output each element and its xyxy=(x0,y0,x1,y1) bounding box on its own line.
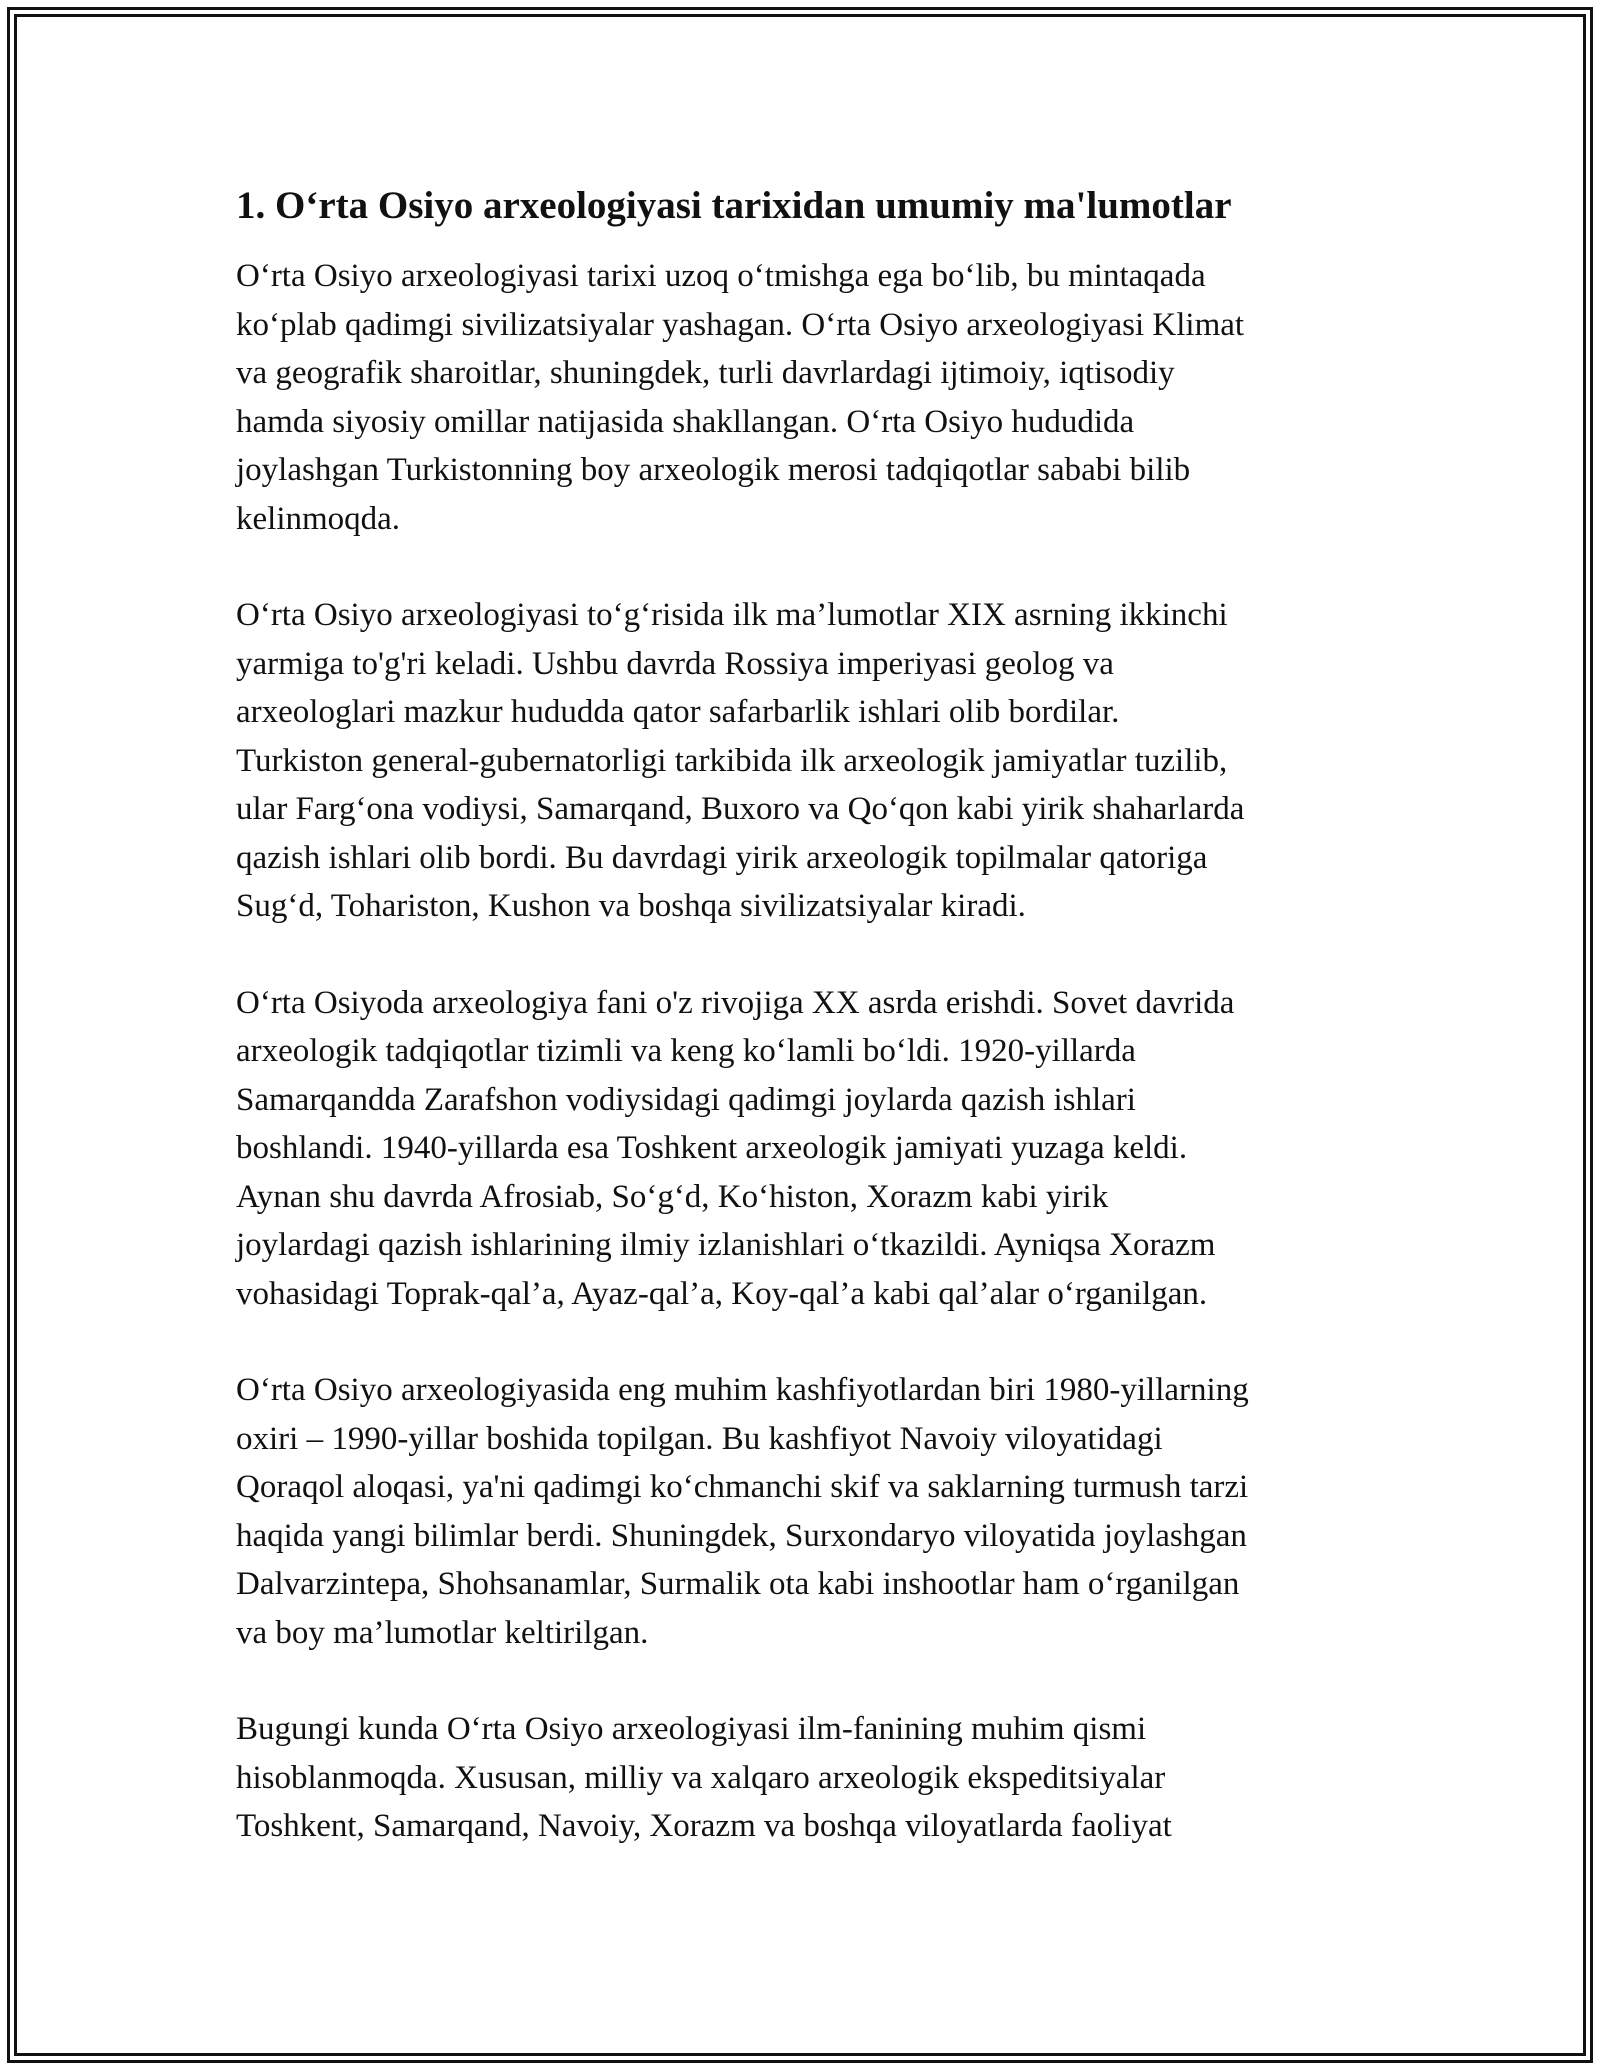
paragraph-5: Bugungi kunda O‘rta Osiyo arxeologiyasi ilm-fanining muhim qismi hisoblanmoqda. Xususan, milliy va xalqaro arxeologik ekspeditsiyalar Toshkent, Samarqand, Navoiy, Xorazm va boshqa viloyatlarda faoliyat xyxy=(236,1711,1172,1844)
paragraph-4: O‘rta Osiyo arxeologiyasida eng muhim kashfiyotlardan biri 1980-yillarning oxiri – 1990-yillar boshida topilgan. Bu kashfiyot Navoiy viloyatidagi Qoraqol aloqasi, ya'ni qadimgi ko‘chmanchi skif va saklarning turmush tarzi haqida yangi bilimlar berdi. Shuningdek, Surxondaryo viloyatida joylashgan Dalvarzintepa, Shohsanamlar, Surmalik ota kabi inshootlar ham o‘rganilgan va boy ma’lumotlar keltirilgan. xyxy=(236,1372,1249,1651)
paragraph-2: O‘rta Osiyo arxeologiyasi to‘g‘risida ilk ma’lumotlar XIX asrning ikkinchi yarmiga to'g'ri keladi. Ushbu davrda Rossiya imperiyasi geolog va arxeologlari mazkur hududda qator safarbarlik ishlari olib bordilar. Turkiston general-gubernatorligi tarkibida ilk arxeologik jamiyatlar tuzilib, ular Farg‘ona vodiysi, Samarqand, Buxoro va Qo‘qon kabi yirik shaharlarda qazish ishlari olib bordi. Bu davrdagi yirik arxeologik topilmalar qatoriga Sug‘d, Tohariston, Kushon va boshqa sivilizatsiyalar kiradi. xyxy=(236,597,1245,924)
paragraph-3: O‘rta Osiyoda arxeologiya fani o'z rivojiga XX asrda erishdi. Sovet davrida arxeologik tadqiqotlar tizimli va keng ko‘lamli bo‘ldi. 1920-yillarda Samarqandda Zarafshon vodiysidagi qadimgi joylarda qazish ishlari boshlandi. 1940-yillarda esa Toshkent arxeologik jamiyati yuzaga keldi. Aynan shu davrda Afrosiab, So‘g‘d, Ko‘histon, Xorazm kabi yirik joylardagi qazish ishlarining ilmiy izlanishlari o‘tkazildi. Ayniqsa Xorazm vohasidagi Toprak-qal’a, Ayaz-qal’a, Koy-qal’a kabi qal’alar o‘rganilgan. xyxy=(236,984,1235,1312)
paragraph-1: O‘rta Osiyo arxeologiyasi tarixi uzoq o‘tmishga ega bo‘lib, bu mintaqada ko‘plab qadimgi sivilizatsiyalar yashagan. O‘rta Osiyo arxeologiyasi Klimat va geografik sharoitlar, shuningdek, turli davrlardagi ijtimoiy, iqtisodiy hamda siyosiy omillar natijasida shakllangan. O‘rta Osiyo hududida joylashgan Turkistonning boy arxeologik merosi tadqiqotlar sababi bilib kelinmoqda. xyxy=(236,258,1245,537)
section-heading: 1. O‘rta Osiyo arxeologiyasi tarixidan umumiy ma'lumotlar xyxy=(236,184,1232,227)
document-body xyxy=(236,182,1366,1899)
